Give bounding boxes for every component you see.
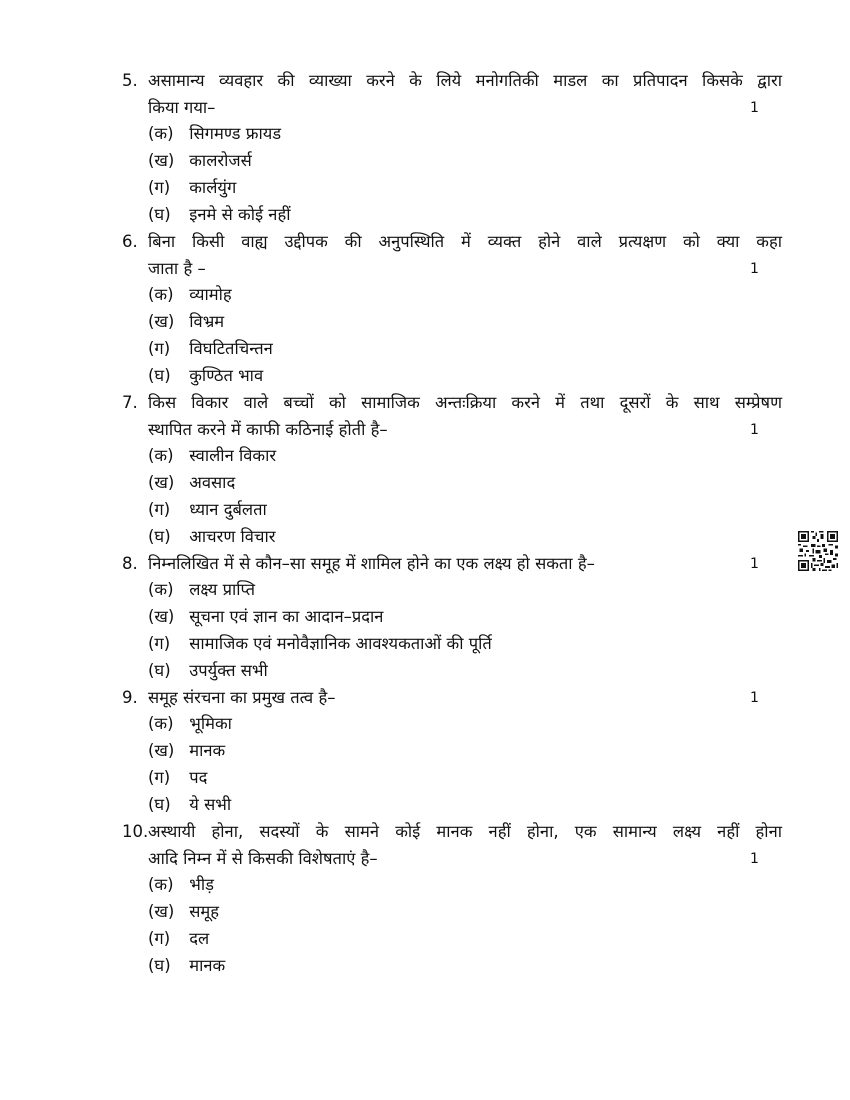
option-ga [148, 926, 209, 952]
option-text: भूमिका [189, 714, 232, 733]
question-text-line: किया गया– [148, 98, 216, 117]
option-label: (क) [148, 124, 174, 143]
option-ga [148, 497, 267, 523]
option-text: इनमे से कोई नहीं [189, 205, 291, 224]
option-label: (क) [148, 285, 174, 304]
marks-value: 1 [750, 261, 759, 277]
option-kha [148, 899, 219, 925]
option-label: (ग) [148, 929, 171, 948]
option-text: कुण्ठित भाव [189, 366, 264, 385]
option-text: अवसाद [189, 473, 236, 492]
option-text: ये सभी [189, 795, 232, 814]
option-label: (ख) [148, 607, 175, 626]
option-text: ध्यान दुर्बलता [189, 500, 267, 519]
option-label: (घ) [148, 366, 171, 385]
option-label: (ख) [148, 312, 175, 331]
question-text-line: जाता है – [148, 259, 206, 278]
option-text: मानक [189, 956, 226, 975]
question-text-line: किस विकार वाले बच्चों को सामाजिक अन्तःक्रिया करने में तथा दूसरों के साथ सम्प्रेषण [148, 393, 782, 412]
option-gha [148, 202, 291, 228]
option-label: (ख) [148, 473, 175, 492]
option-text: आचरण विचार [189, 527, 276, 546]
option-text: विघटितचिन्तन [189, 339, 273, 358]
option-text: पद [189, 768, 208, 787]
option-gha [148, 363, 263, 389]
option-label: (क) [148, 714, 174, 733]
option-gha [148, 658, 268, 684]
option-gha [148, 953, 225, 979]
option-label: (ग) [148, 500, 171, 519]
option-label: (क) [148, 580, 174, 599]
marks-value: 1 [750, 690, 759, 706]
option-ga [148, 765, 207, 791]
marks-value: 1 [750, 556, 759, 572]
option-ga [148, 175, 236, 201]
marks-value: 1 [750, 851, 759, 867]
option-text: कार्लयुंग [189, 178, 237, 197]
option-text: व्यामोह [189, 285, 232, 304]
option-label: (ग) [148, 178, 171, 197]
option-label: (ग) [148, 339, 171, 358]
option-label: (ख) [148, 741, 175, 760]
option-text: सिगमण्ड फ्रायड [189, 124, 282, 143]
option-label: (घ) [148, 205, 171, 224]
option-ka [148, 872, 214, 898]
option-text: दल [189, 929, 210, 948]
option-kha [148, 604, 383, 630]
option-label: (क) [148, 446, 174, 465]
option-text: कालरोजर्स [189, 151, 252, 170]
question-number: 9. [122, 688, 138, 707]
option-label: (ग) [148, 634, 171, 653]
question-text-line: समूह संरचना का प्रमुख तत्व है– [148, 688, 336, 707]
option-text: सामाजिक एवं मनोवैज्ञानिक आवश्यकताओं की पूर्ति [189, 634, 492, 653]
option-label: (घ) [148, 661, 171, 680]
option-text: भीड़ [189, 875, 214, 894]
option-kha [148, 309, 224, 335]
question-text-line: बिना किसी वाह्य उद्दीपक की अनुपस्थिति में व्यक्त होने वाले प्रत्यक्षण को क्या कहा [148, 232, 782, 251]
option-ka [148, 711, 232, 737]
option-ga [148, 336, 273, 362]
question-number: 7. [122, 393, 138, 412]
option-ka [148, 443, 276, 469]
question-number: 5. [122, 71, 138, 90]
option-text: विभ्रम [189, 312, 225, 331]
option-gha [148, 524, 275, 550]
option-ka [148, 577, 255, 603]
option-text: लक्ष्य प्राप्ति [189, 580, 256, 599]
question-text-line: अस्थायी होना, सदस्यों के सामने कोई मानक नहीं होना, एक सामान्य लक्ष्य नहीं होना [148, 822, 782, 841]
question-number: 8. [122, 554, 138, 573]
qr-code-icon [798, 531, 838, 571]
option-kha [148, 470, 235, 496]
option-gha [148, 792, 231, 818]
option-ka [148, 282, 232, 308]
question-text-line: स्थापित करने में काफी कठिनाई होती है– [148, 420, 388, 439]
option-label: (घ) [148, 795, 171, 814]
option-label: (ग) [148, 768, 171, 787]
option-label: (ख) [148, 151, 175, 170]
question-text-line: असामान्य व्यवहार की व्याख्या करने के लिये मनोगतिकी माडल का प्रतिपादन किसके द्वारा [148, 71, 782, 90]
option-label: (घ) [148, 956, 171, 975]
option-text: समूह [189, 902, 220, 921]
question-text-line: आदि निम्न में से किसकी विशेषताएं है– [148, 849, 378, 868]
option-ga [148, 631, 492, 657]
marks-value: 1 [750, 100, 759, 116]
option-text: स्वालीन विकार [189, 446, 277, 465]
option-kha [148, 738, 225, 764]
option-label: (क) [148, 875, 174, 894]
marks-value: 1 [750, 422, 759, 438]
question-number: 6. [122, 232, 138, 251]
option-ka [148, 121, 281, 147]
option-label: (ख) [148, 902, 175, 921]
option-text: सूचना एवं ज्ञान का आदान–प्रदान [189, 607, 384, 626]
question-number: 10. [122, 822, 149, 841]
option-label: (घ) [148, 527, 171, 546]
question-text-line: निम्नलिखित में से कौन–सा समूह में शामिल होने का एक लक्ष्य हो सकता है– [148, 554, 595, 573]
option-text: मानक [189, 741, 226, 760]
option-text: उपर्युक्त सभी [189, 661, 268, 680]
option-kha [148, 148, 252, 174]
